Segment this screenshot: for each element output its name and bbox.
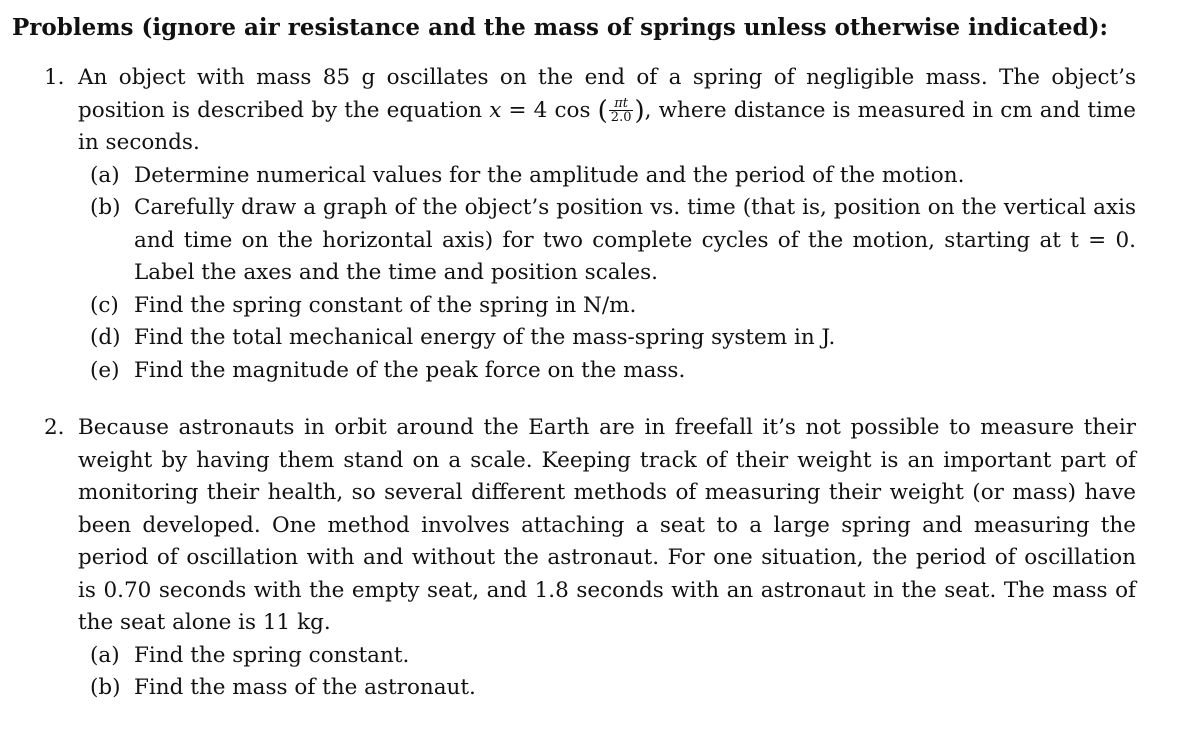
problems-heading: Problems (ignore air resistance and the mass of springs unless otherwise indicated): bbox=[12, 14, 1108, 41]
problem-part bbox=[90, 355, 1136, 388]
part-label: (e) bbox=[90, 357, 120, 383]
left-paren: ( bbox=[597, 95, 608, 126]
problem-part bbox=[90, 290, 1136, 323]
problem-parts bbox=[90, 640, 1136, 705]
part-label: (d) bbox=[90, 325, 121, 350]
equation-fraction bbox=[609, 97, 634, 124]
fraction-denominator: 2.0 bbox=[610, 110, 632, 125]
problem-part bbox=[90, 322, 1136, 355]
equation-equals: = bbox=[501, 97, 534, 123]
problem-1 bbox=[44, 62, 1136, 387]
fraction-numerator: πt bbox=[609, 97, 634, 111]
problem-part bbox=[90, 160, 1136, 193]
statement-text-continued: , where distance is measured in cm and time in seconds. bbox=[78, 97, 1136, 155]
part-label: (a) bbox=[90, 162, 120, 188]
part-text: Carefully draw a graph of the object’s position vs. time (that is, position on the vertical axis and time on the horizontal axis) for two complete cycles of the motion, starting at t = 0. Label the axes and the time and position scales. bbox=[134, 195, 1136, 285]
problem-parts bbox=[90, 160, 1136, 388]
part-text: Find the mass of the astronaut. bbox=[134, 675, 476, 700]
problem-statement bbox=[78, 62, 1136, 160]
problem-part bbox=[90, 640, 1136, 673]
part-label: (c) bbox=[90, 292, 119, 318]
problem-number: 2. bbox=[44, 415, 65, 440]
part-text: Find the spring constant. bbox=[134, 642, 410, 668]
problem-number: 1. bbox=[44, 65, 65, 90]
problem-part bbox=[90, 672, 1136, 705]
equation-variable: x bbox=[489, 97, 502, 123]
problem-2 bbox=[44, 412, 1136, 705]
statement-text: An object with mass 85 g oscillates on the end of a spring of negligible mass. The object’s position is described by the equation bbox=[78, 65, 1136, 123]
part-text: Find the spring constant of the spring in N/m. bbox=[134, 292, 637, 318]
equation-coefficient: 4 cos bbox=[533, 97, 591, 123]
problem-statement: Because astronauts in orbit around the Earth are in freefall it’s not possible to measure their weight by having them stand on a scale. Keeping track of their weight is an important part of monitoring their health, so several different methods of measuring their weight (or mass) have been developed. One method involves attaching a seat to a large spring and measuring the period of oscillation with and without the astronaut. For one situation, the period of oscillation is 0.70 seconds with the empty seat, and 1.8 seconds with an astronaut in the seat. The mass of the seat alone is 11 kg. bbox=[78, 415, 1136, 635]
right-paren: ) bbox=[634, 95, 645, 126]
part-label: (b) bbox=[90, 195, 121, 220]
part-text: Determine numerical values for the amplitude and the period of the motion. bbox=[134, 162, 965, 188]
part-text: Find the total mechanical energy of the mass-spring system in J. bbox=[134, 325, 836, 350]
part-label: (a) bbox=[90, 642, 120, 668]
part-text: Find the magnitude of the peak force on the mass. bbox=[134, 357, 686, 383]
part-label: (b) bbox=[90, 675, 121, 700]
problem-part bbox=[90, 192, 1136, 290]
